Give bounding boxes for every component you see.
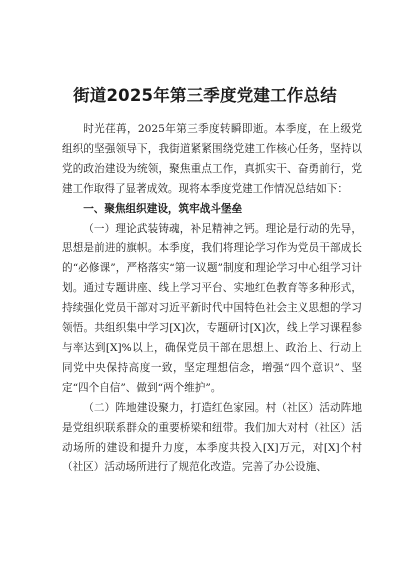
document-title: 街道2025年第三季度党建工作总结 (73, 86, 337, 105)
section-heading: 一、聚焦组织建设，筑牢战斗堡垒 (83, 202, 243, 215)
paragraph-theory: （一）理论武装铸魂，补足精神之钙。理论是行动的先导，思想是前进的旗帜。本季度，我们将理论学习作为党员干部成长的“必修课”，严格落实“第一议题”制度和理论学习中心组学习计划。通过专题讲座、线上学习平台、实地红色教育等多种形式，持续强化党员干部对习近平新时代中国特色社会主义思想的学习领悟。共组织集中学习[X]次，专题研讨[X]次，线上学习课程参与率达到[X]%以上，确保党员干部在思想上、政治上、行动上同党中央保持高度一致，坚定理想信念，增强“四个意识”、坚定“四个自信”、做到“两个维护”。 (62, 222, 362, 394)
intro-paragraph: 时光荏苒，2025年第三季度转瞬即逝。本季度，在上级党组织的坚强领导下，我街道紧紧围绕党建工作核心任务，坚持以党的政治建设为统领，聚焦重点工作，真抓实干、奋勇前行，党建工作取得了显著成效。现将本季度党建工作情况总结如下： (62, 123, 362, 195)
paragraph-positions: （二）阵地建设聚力，打造红色家园。村（社区）活动阵地是党组织联系群众的重要桥梁和纽带。我们加大对村（社区）活动场所的建设和提升力度，本季度共投入[X]万元，对[X]个村（社区）活动场所进行了规范化改造。完善了办公设施、 (62, 401, 362, 474)
document-body (62, 120, 362, 478)
